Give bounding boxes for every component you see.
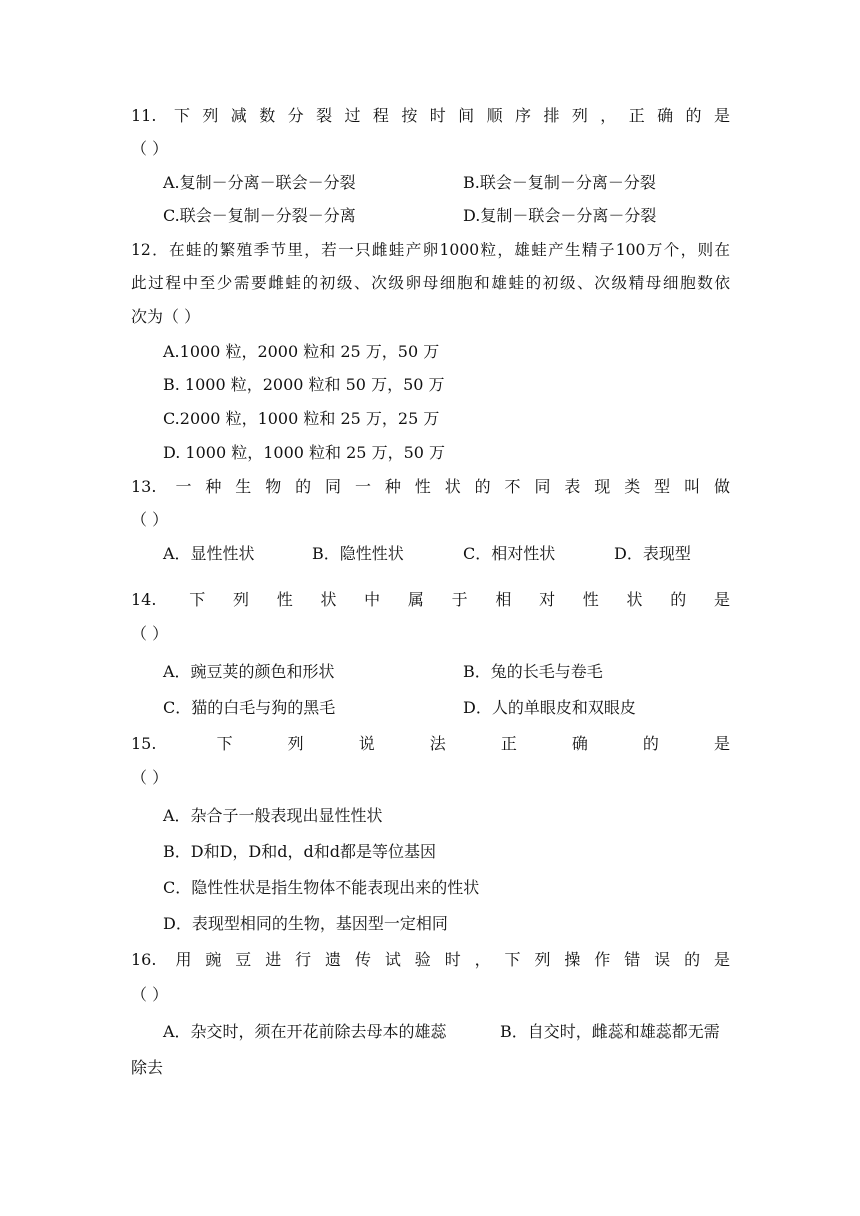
q12-option-d: D. 1000 粒，1000 粒和 25 万，50 万 (163, 443, 446, 462)
q14-option-c: C．猫的白毛与狗的黑毛 (163, 698, 336, 717)
q12-option-a: A.1000 粒，2000 粒和 25 万，50 万 (163, 342, 440, 361)
q11-option-b: B.联会－复制－分离－分裂 (463, 173, 656, 192)
q15-paren: （ ） (131, 768, 169, 787)
q15-stem: 15. 下列说法正确的是 (131, 734, 730, 753)
q13-stem: 13. 一种生物的同一种性状的不同表现类型叫做 (131, 477, 730, 496)
q11-paren: （ ） (131, 139, 169, 158)
q12-stem-line3: 次为（ ） (131, 307, 201, 326)
q11-option-d: D.复制－联会－分离－分裂 (463, 206, 657, 225)
q16-paren: （ ） (131, 985, 169, 1004)
q15-option-d: D．表现型相同的生物，基因型一定相同 (163, 914, 448, 933)
q11-stem: 11. 下列减数分裂过程按时间顺序排列，正确的是 (131, 106, 730, 125)
q13-option-d: D．表现型 (614, 544, 691, 563)
q15-option-a: A．杂合子一般表现出显性性状 (163, 806, 383, 825)
q16-option-a: A．杂交时，须在开花前除去母本的雄蕊 (163, 1022, 447, 1041)
q16-option-b: B．自交时，雌蕊和雄蕊都无需 (500, 1022, 720, 1041)
q13-option-b: B．隐性性状 (312, 544, 404, 563)
q14-paren: （ ） (131, 624, 169, 643)
q11-option-a: A.复制－分离－联会－分裂 (163, 173, 356, 192)
q13-option-a: A．显性性状 (163, 544, 255, 563)
q14-stem: 14. 下列性状中属于相对性状的是 (131, 590, 730, 609)
q13-paren: （ ） (131, 510, 169, 529)
q11-option-c: C.联会－复制－分裂－分离 (163, 206, 356, 225)
q16-option-b-continued: 除去 (131, 1058, 164, 1077)
q14-option-d: D．人的单眼皮和双眼皮 (463, 698, 636, 717)
q14-option-b: B．兔的长毛与卷毛 (463, 662, 603, 681)
q12-option-c: C.2000 粒，1000 粒和 25 万，25 万 (163, 409, 440, 428)
q13-option-c: C．相对性状 (463, 544, 556, 563)
q12-stem-line1: 12．在蛙的繁殖季节里，若一只雌蛙产卵1000粒，雄蛙产生精子100万个，则在 (131, 241, 730, 259)
q15-option-c: C．隐性性状是指生物体不能表现出来的性状 (163, 878, 480, 897)
q12-stem-line2: 此过程中至少需要雌蛙的初级、次级卵母细胞和雄蛙的初级、次级精母细胞数依 (131, 274, 730, 292)
q16-stem: 16. 用豌豆进行遗传试验时，下列操作错误的是 (131, 950, 730, 969)
q12-option-b: B. 1000 粒，2000 粒和 50 万，50 万 (163, 375, 445, 394)
q14-option-a: A．豌豆荚的颜色和形状 (163, 662, 335, 681)
q15-option-b: B．D和D，D和d，d和d都是等位基因 (163, 842, 436, 861)
